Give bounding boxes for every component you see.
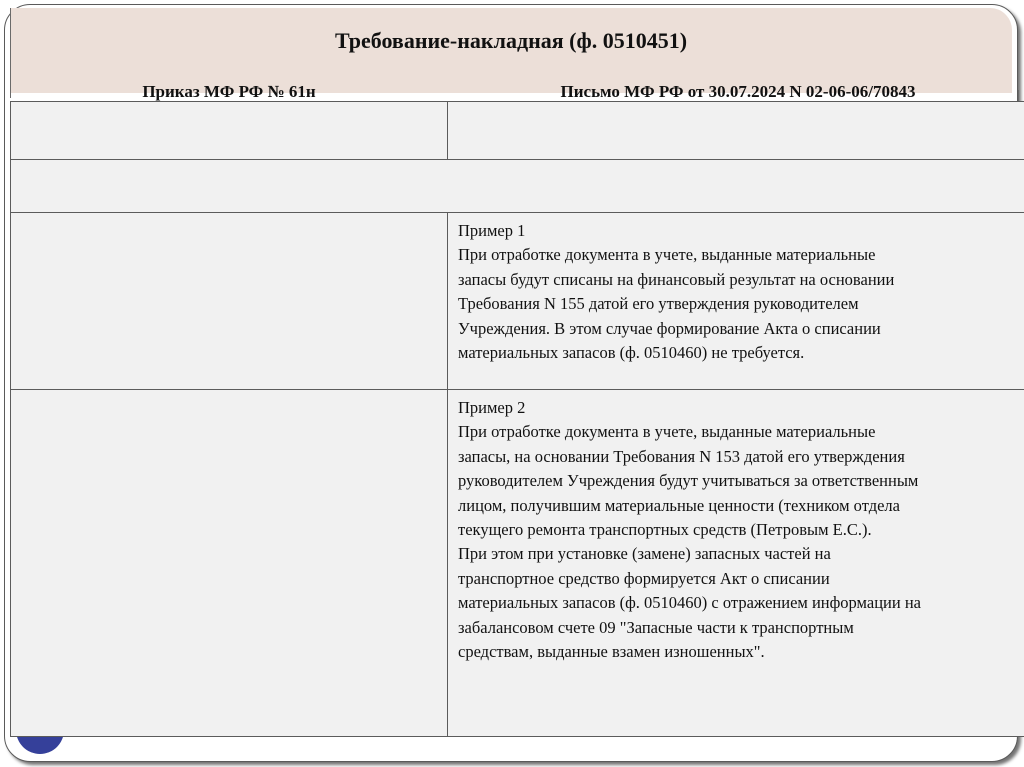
title-band [10, 8, 1012, 93]
header-cell-letter [448, 82, 1024, 160]
header-letter-label: Письмо МФ РФ от 30.07.2024 N 02-06-06/70843 [560, 82, 916, 101]
table-header-row [11, 102, 1024, 160]
example-1-left-text [11, 213, 447, 219]
example-2-text: Пример 2 При отработке документа в учете, выданные материальные запасы, на основании Требования N 153 датой его утверждения руководителем Учреждения будут учитываться за ответственным лицом, получившим материальные ценности (техником отдела текущего ремонта транспортных средств (Петровым Е.С.). При этом при установке (замене) запасных частей на транспортное средство формируется Акт о списании материальных запасов (ф. 0510460) с отражением информации на забалансовом счете 09 "Запасные части к транспортным средствам, выданные взамен изношенных". [458, 398, 921, 662]
example-2-left-cell [11, 390, 448, 737]
example-2-right-cell [448, 390, 1024, 737]
comparison-table [10, 82, 1024, 737]
example-1-right-cell [448, 213, 1024, 390]
example-1-text: Пример 1 При отработке документа в учете, выданные материальные запасы будут списаны на финансовый результат на основании Требования N 155 датой его утверждения руководителем Учреждения. В этом случае формирование Акта о списании материальных запасов (ф. 0510460) не требуется. [458, 221, 895, 363]
header-cell-order [11, 82, 448, 160]
example-2-left-text [11, 390, 447, 396]
header-order-label: Приказ МФ РФ № 61н [142, 82, 316, 101]
blank-merged-cell [11, 160, 1024, 213]
example-1-left-cell [11, 213, 448, 390]
table-row-blank [11, 160, 1024, 213]
table-row [11, 390, 1024, 737]
slide-title: Требование-накладная (ф. 0510451) [334, 28, 688, 53]
table-row [11, 213, 1024, 390]
